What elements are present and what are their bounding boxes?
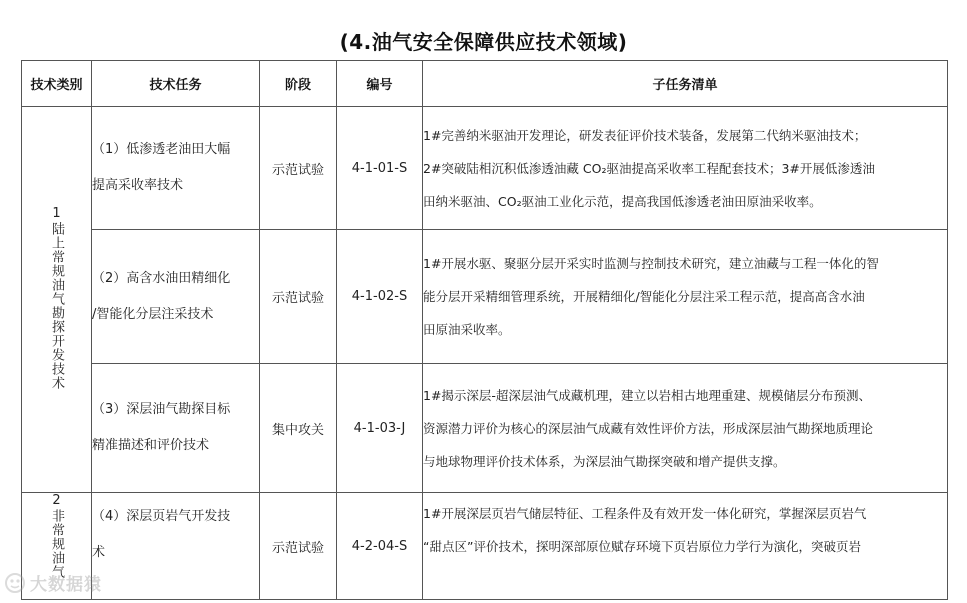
subtasks-cell [423, 493, 948, 600]
subtask-line: 1#开展深层页岩气储层特征、工程条件及有效开发一体化研究，掌握深层页岩气 [423, 506, 867, 521]
subtasks-cell [423, 230, 948, 364]
watermark [4, 570, 102, 595]
table-row [22, 107, 948, 230]
subtask-line: “甜点区”评价技术，探明深部原位赋存环境下页岩原位力学行为演化，突破页岩 [423, 539, 861, 554]
task-line: （4）深层页岩气开发技 [92, 509, 231, 524]
header-stage: 阶段 [260, 61, 337, 107]
tech-task-table [21, 60, 948, 600]
subtask-line: 1#开展水驱、聚驱分层开采实时监测与控制技术研究，建立油藏与工程一体化的智 [423, 256, 879, 271]
table-row [22, 493, 948, 600]
header-code: 编号 [337, 61, 423, 107]
task-cell [92, 107, 260, 230]
subtasks-cell [423, 107, 948, 230]
task-cell [92, 230, 260, 364]
category-cell [22, 107, 92, 493]
subtask-line: 资源潜力评价为核心的深层油气成藏有效性评价方法，形成深层油气勘探地质理论 [423, 420, 874, 436]
page-title: (4.油气安全保障供应技术领域) [339, 30, 628, 54]
stage-cell: 示范试验 [260, 230, 337, 364]
header-task: 技术任务 [92, 61, 260, 107]
table-row [22, 230, 948, 364]
code-cell: 4-1-01-S [337, 107, 423, 230]
task-line: 精准描述和评价技术 [92, 438, 210, 453]
table-row [22, 364, 948, 493]
task-cell [92, 493, 260, 600]
subtask-line: 与地球物理评价技术体系，为深层油气勘探突破和增产提供支撑。 [423, 453, 786, 469]
task-line: /智能化分层注采技术 [92, 306, 214, 322]
task-line: 术 [92, 545, 106, 560]
category-label: 1陆上常规油气勘探开发技术 [49, 205, 64, 390]
header-category: 技术类别 [22, 61, 92, 107]
table-header-row [22, 61, 948, 107]
subtask-line: 能分层开采精细管理系统，开展精细化/智能化分层注采工程示范，提高高含水油 [423, 289, 865, 304]
category-label: 2非常规油气 [49, 493, 64, 579]
code-cell: 4-1-02-S [337, 230, 423, 364]
subtask-line: 2#突破陆相沉积低渗透油藏 CO₂驱油提高采收率工程配套技术；3#开展低渗透油 [423, 160, 875, 176]
task-cell [92, 364, 260, 493]
subtask-line: 田纳米驱油、CO₂驱油工业化示范，提高我国低渗透老油田原油采收率。 [423, 193, 822, 209]
watermark-logo-icon [4, 572, 26, 594]
subtask-line: 1#揭示深层-超深层油气成藏机理，建立以岩相古地理重建、规模储层分布预测、 [423, 387, 871, 403]
subtask-line: 1#完善纳米驱油开发理论，研发表征评价技术装备，发展第二代纳米驱油技术； [423, 127, 867, 143]
task-line: （2）高含水油田精细化 [92, 270, 231, 286]
header-subtasks: 子任务清单 [423, 61, 948, 107]
code-cell: 4-2-04-S [337, 493, 423, 600]
task-line: 提高采收率技术 [92, 178, 184, 193]
watermark-text: 大数据猿 [30, 575, 102, 595]
stage-cell: 集中攻关 [260, 364, 337, 493]
subtask-line: 田原油采收率。 [423, 322, 511, 337]
task-line: （1）低渗透老油田大幅 [92, 142, 231, 157]
stage-cell: 示范试验 [260, 107, 337, 230]
stage-cell: 示范试验 [260, 493, 337, 600]
task-line: （3）深层油气勘探目标 [92, 402, 231, 417]
subtasks-cell [423, 364, 948, 493]
code-cell: 4-1-03-J [337, 364, 423, 493]
